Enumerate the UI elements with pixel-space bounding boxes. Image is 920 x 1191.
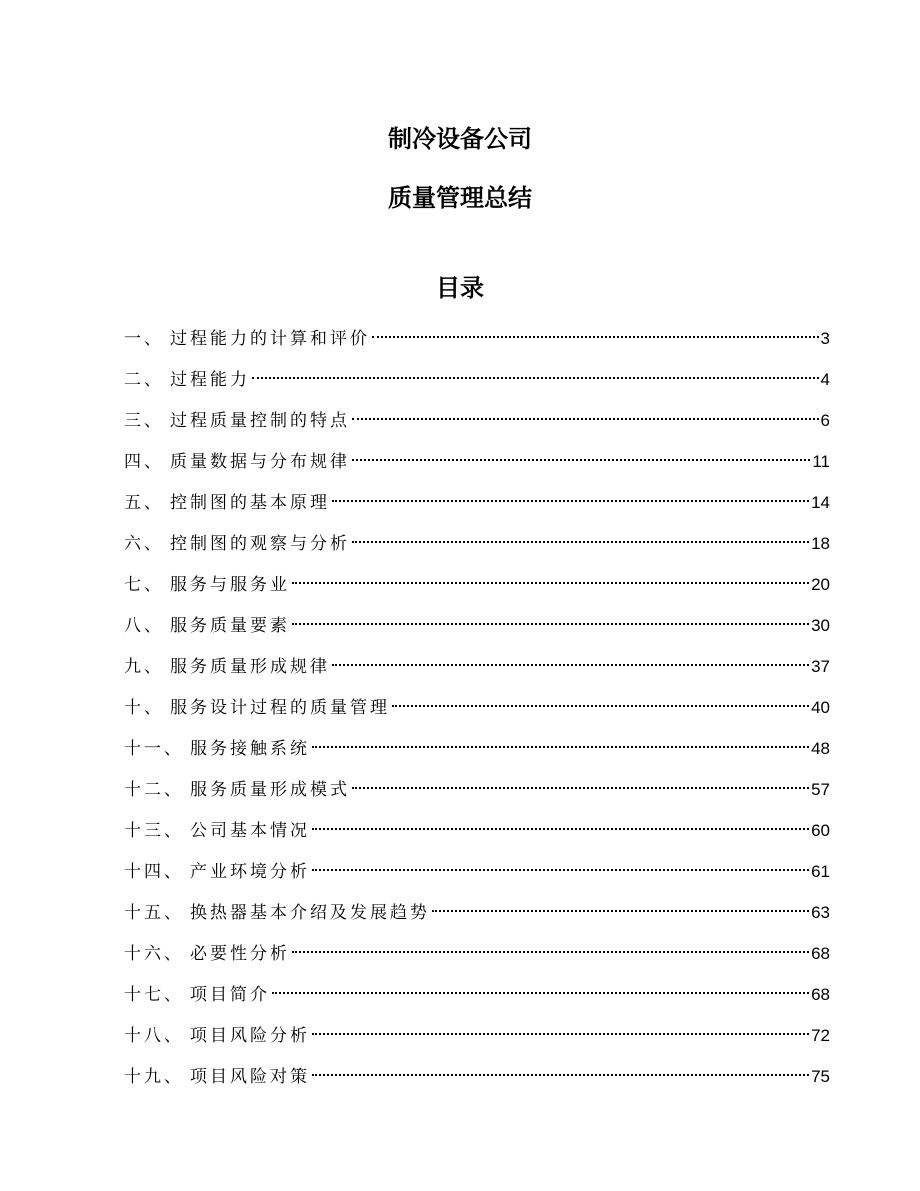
toc-entry-number: 八、 (124, 616, 164, 636)
table-of-contents (124, 318, 830, 1097)
toc-entry-page: 57 (811, 780, 830, 799)
toc-entry-number: 十六、 (124, 944, 184, 964)
toc-entry-title: 质量数据与分布规律 (170, 452, 350, 472)
toc-entry-number: 十八、 (124, 1026, 184, 1046)
dot-leader (352, 787, 809, 789)
dot-leader (292, 951, 809, 953)
toc-entry-page: 72 (811, 1026, 830, 1045)
dot-leader (352, 541, 809, 543)
toc-entry-title: 服务与服务业 (170, 575, 290, 595)
toc-entry-page: 18 (811, 534, 830, 553)
toc-entry[interactable] (124, 728, 830, 769)
toc-entry-title: 必要性分析 (190, 944, 290, 964)
toc-entry[interactable] (124, 892, 830, 933)
toc-entry-title: 项目简介 (190, 985, 270, 1005)
toc-entry-title: 服务质量形成模式 (190, 780, 350, 800)
toc-entry-title: 控制图的观察与分析 (170, 534, 350, 554)
toc-entry-title: 服务质量要素 (170, 616, 290, 636)
toc-entry[interactable] (124, 482, 830, 523)
toc-entry[interactable] (124, 646, 830, 687)
toc-entry[interactable] (124, 687, 830, 728)
toc-entry-page: 4 (820, 370, 830, 389)
toc-entry-page: 48 (811, 739, 830, 758)
toc-entry[interactable] (124, 564, 830, 605)
toc-entry-page: 30 (811, 616, 830, 635)
toc-entry[interactable] (124, 523, 830, 564)
dot-leader (312, 869, 809, 871)
toc-entry[interactable] (124, 974, 830, 1015)
toc-entry-number: 十九、 (124, 1067, 184, 1087)
dot-leader (292, 582, 809, 584)
toc-entry-title: 换热器基本介绍及发展趋势 (190, 903, 430, 923)
toc-entry-number: 十一、 (124, 739, 184, 759)
toc-entry-title: 服务设计过程的质量管理 (170, 698, 390, 718)
toc-entry[interactable] (124, 851, 830, 892)
dot-leader (252, 377, 819, 379)
dot-leader (372, 336, 819, 338)
dot-leader (332, 500, 809, 502)
toc-entry[interactable] (124, 359, 830, 400)
document-title: 制冷设备公司 (388, 125, 532, 153)
toc-entry-page: 37 (811, 657, 830, 676)
dot-leader (292, 623, 809, 625)
toc-entry-title: 项目风险分析 (190, 1026, 310, 1046)
dot-leader (352, 459, 810, 461)
toc-entry-page: 61 (811, 862, 830, 881)
toc-heading: 目录 (436, 274, 484, 302)
toc-entry-number: 一、 (124, 329, 164, 349)
toc-entry[interactable] (124, 318, 830, 359)
toc-entry-number: 十四、 (124, 862, 184, 882)
dot-leader (312, 1074, 809, 1076)
toc-entry-number: 七、 (124, 575, 164, 595)
toc-entry[interactable] (124, 605, 830, 646)
toc-entry[interactable] (124, 933, 830, 974)
toc-entry-number: 九、 (124, 657, 164, 677)
toc-entry-page: 63 (811, 903, 830, 922)
toc-entry-number: 十、 (124, 698, 164, 718)
toc-entry[interactable] (124, 1015, 830, 1056)
toc-entry-title: 项目风险对策 (190, 1067, 310, 1087)
toc-entry-title: 过程质量控制的特点 (170, 411, 350, 431)
toc-entry-number: 十二、 (124, 780, 184, 800)
toc-entry[interactable] (124, 769, 830, 810)
toc-entry-number: 十三、 (124, 821, 184, 841)
dot-leader (312, 1033, 809, 1035)
toc-entry-number: 十五、 (124, 903, 184, 923)
toc-entry-number: 十七、 (124, 985, 184, 1005)
toc-entry-page: 75 (811, 1067, 830, 1086)
toc-entry-page: 68 (811, 944, 830, 963)
toc-entry-page: 60 (811, 821, 830, 840)
dot-leader (332, 664, 809, 666)
toc-entry-page: 68 (811, 985, 830, 1004)
dot-leader (392, 705, 809, 707)
toc-entry[interactable] (124, 441, 830, 482)
dot-leader (432, 910, 809, 912)
toc-entry-title: 过程能力 (170, 370, 250, 390)
toc-entry[interactable] (124, 1056, 830, 1097)
toc-entry-number: 三、 (124, 411, 164, 431)
toc-entry-title: 服务接触系统 (190, 739, 310, 759)
toc-entry-page: 20 (811, 575, 830, 594)
document-subtitle: 质量管理总结 (388, 184, 532, 212)
toc-entry-title: 过程能力的计算和评价 (170, 329, 370, 349)
toc-entry[interactable] (124, 400, 830, 441)
toc-entry-number: 六、 (124, 534, 164, 554)
toc-entry-number: 五、 (124, 493, 164, 513)
dot-leader (272, 992, 809, 994)
toc-entry-title: 产业环境分析 (190, 862, 310, 882)
toc-entry-title: 服务质量形成规律 (170, 657, 330, 677)
dot-leader (312, 746, 809, 748)
toc-entry[interactable] (124, 810, 830, 851)
dot-leader (312, 828, 809, 830)
toc-entry-number: 二、 (124, 370, 164, 390)
toc-entry-page: 40 (811, 698, 830, 717)
toc-entry-title: 控制图的基本原理 (170, 493, 330, 513)
dot-leader (352, 418, 819, 420)
toc-entry-page: 14 (811, 493, 830, 512)
toc-entry-number: 四、 (124, 452, 164, 472)
toc-entry-title: 公司基本情况 (190, 821, 310, 841)
toc-entry-page: 6 (820, 411, 830, 430)
toc-entry-page: 3 (820, 329, 830, 348)
toc-entry-page: 11 (812, 452, 830, 471)
